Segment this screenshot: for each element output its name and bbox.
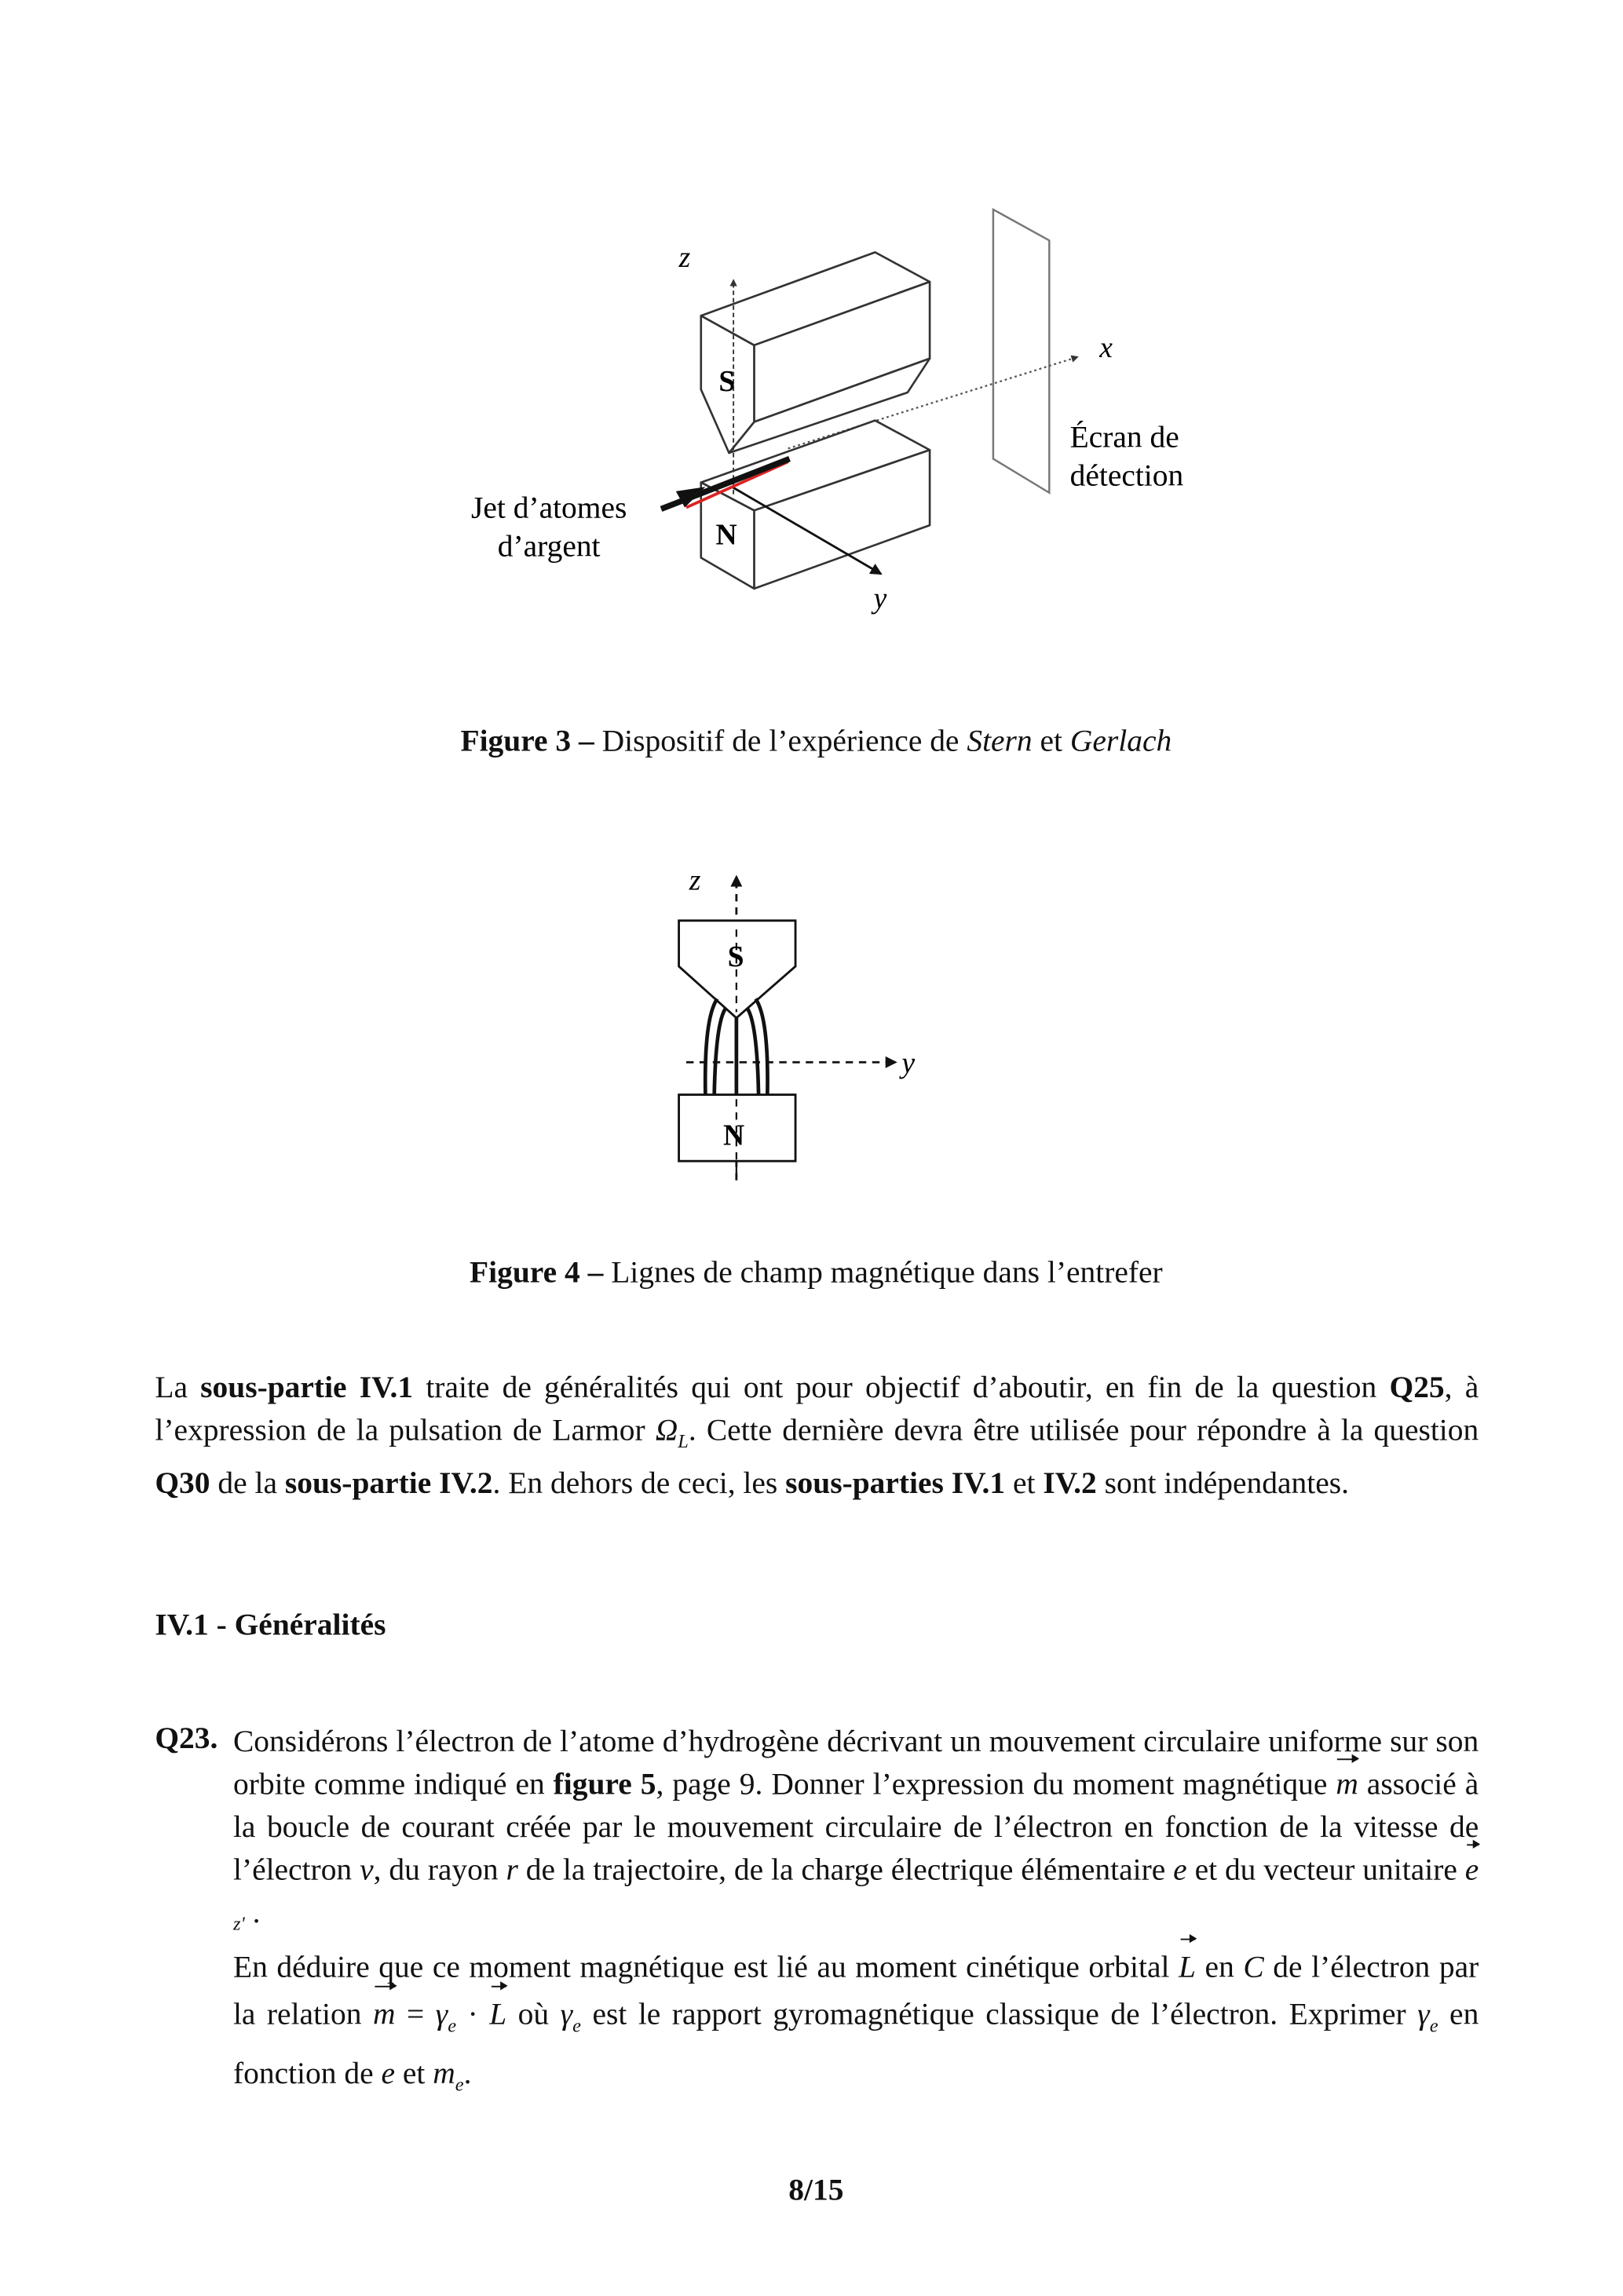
- caption-label: Figure 3 –: [460, 722, 594, 759]
- fig3-y-label: y: [873, 582, 887, 615]
- caption-label: Figure 4 –: [470, 1254, 604, 1290]
- question-label: Q23.: [155, 1720, 218, 1756]
- section-heading: IV.1 - Généralités: [155, 1606, 386, 1642]
- fig3-south-label: S: [718, 366, 736, 399]
- fig4-z-label: z: [689, 864, 701, 897]
- q23-paragraph-2: En déduire que ce moment magnétique est lié au moment cinétique orbital L en C de l’électron par la relation $m = \gamma_e \cdot L$ où $\gamma_e$ est le rapport gyromagnétique classique de l’électron. Exprimer $\gamma_e$ en fonction de e et $m_e$.: [233, 1943, 1479, 2108]
- detection-screen: [993, 210, 1049, 493]
- vector-ez: e: [1465, 1849, 1479, 1892]
- vector-m: m: [373, 1990, 396, 2037]
- fig3-z-label: z: [678, 242, 691, 275]
- omega-symbol: Ω: [655, 1411, 678, 1447]
- figure-4-caption: [0, 1254, 1623, 1291]
- fig4-y-label: y: [901, 1047, 916, 1080]
- intro-paragraph: La sous-partie IV.1 traite de généralités qui ont pour objectif d’aboutir, en fin de la question Q25, à l’expression de la pulsation de Larmor $\Omega_L$. Cette dernière devra être utilisée pour répondre à la question Q30 de la sous-partie IV.2. En dehors de ceci, les sous-parties IV.1 et IV.2 sont indépendantes.: [155, 1369, 1479, 1501]
- page-number: 8/15: [788, 2171, 844, 2207]
- vector-L: L: [1179, 1943, 1196, 1990]
- fig4-north-label: N: [722, 1119, 745, 1152]
- caption-text: et: [1032, 722, 1070, 759]
- screen-label-line2: détection: [1069, 458, 1184, 493]
- fig4-south-label: S: [727, 941, 744, 974]
- fig3-north-label: N: [715, 519, 737, 552]
- caption-name-stern: Stern: [967, 722, 1033, 759]
- caption-text: Dispositif de l’expérience de: [594, 722, 967, 759]
- south-magnet-3d: [701, 252, 930, 453]
- jet-label-line2: d’argent: [497, 528, 601, 564]
- q23-paragraph-1: Considérons l’électron de l’atome d’hydrogène décrivant un mouvement circulaire uniforme sur son orbite comme indiqué en figure 5, page 9. Donner l’expression du moment magnétique m associé à la boucle de courant créée par le mouvement circulaire de l’électron en fonction de la vitesse de l’électron v, du rayon r de la trajectoire, de la charge électrique élémentaire e et du vecteur unitaire $e_{z'}$ .: [232, 1723, 1479, 1935]
- figure-4-diagram: [679, 864, 916, 1180]
- figure-3-caption: [0, 723, 1623, 760]
- jet-label-line1: Jet d’atomes: [471, 490, 627, 525]
- vector-L: L: [489, 1990, 506, 2037]
- fig3-x-label: x: [1099, 331, 1113, 364]
- screen-label-line1: Écran de: [1069, 419, 1179, 454]
- caption-text: Lignes de champ magnétique dans l’entrefer: [603, 1254, 1163, 1290]
- caption-name-gerlach: Gerlach: [1069, 722, 1172, 759]
- vector-m: m: [1336, 1763, 1358, 1806]
